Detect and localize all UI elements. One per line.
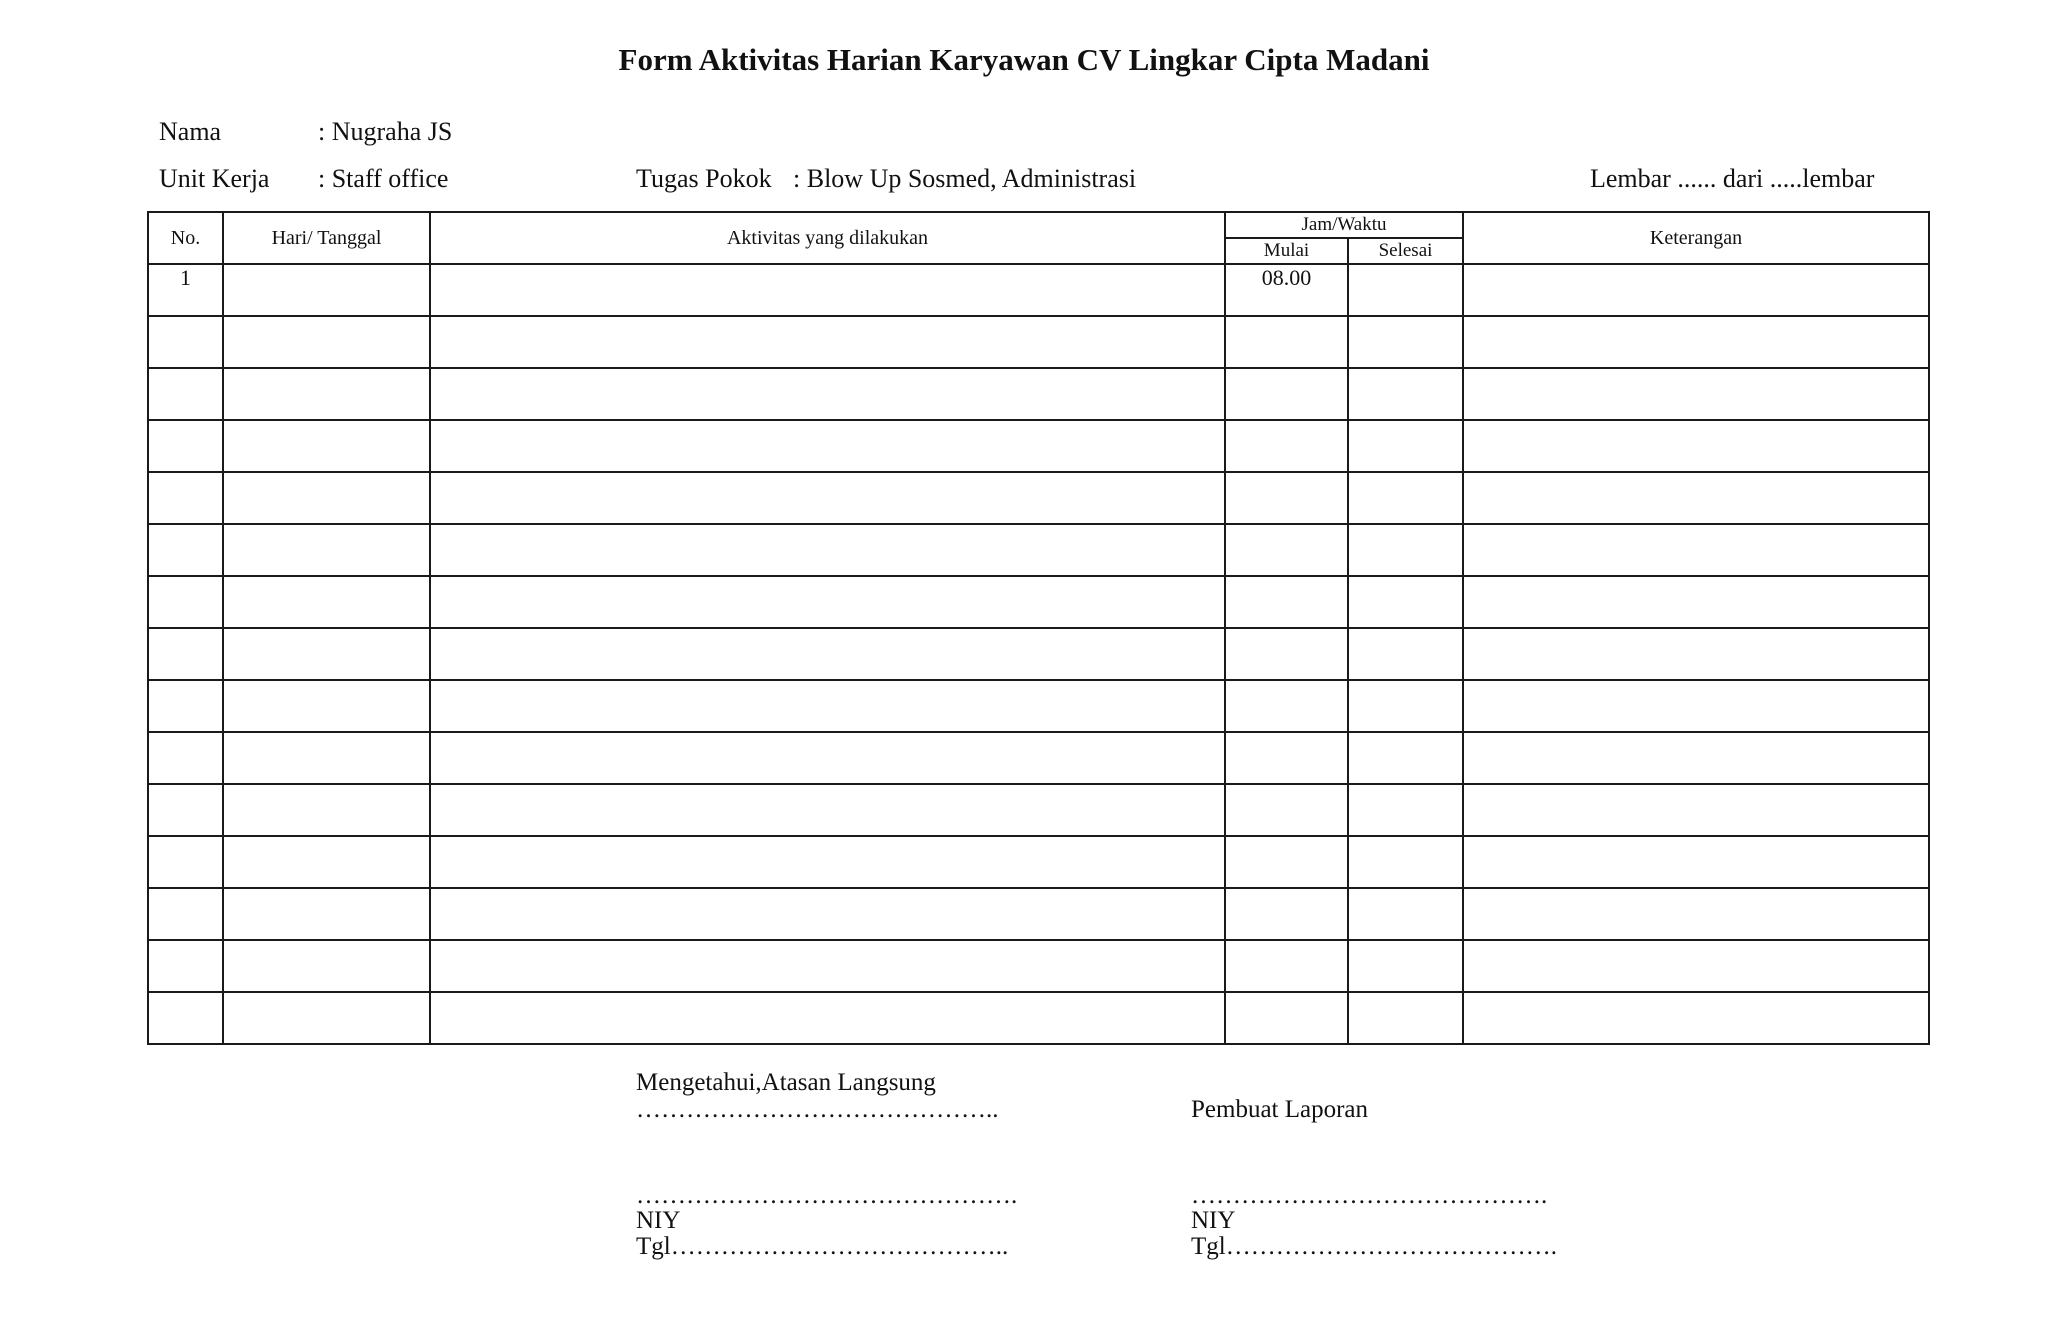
cell-mulai xyxy=(1225,836,1348,888)
cell-selesai xyxy=(1348,420,1463,472)
cell-mulai: 08.00 xyxy=(1225,264,1348,316)
nama-value: : Nugraha JS xyxy=(318,117,453,146)
cell-aktivitas xyxy=(430,732,1225,784)
sig-left-heading: Mengetahui,Atasan Langsung xyxy=(636,1069,936,1096)
table-row xyxy=(148,888,1929,940)
cell-selesai xyxy=(1348,992,1463,1044)
header-jam-waktu: Jam/Waktu xyxy=(1225,212,1463,238)
cell-mulai xyxy=(1225,368,1348,420)
cell-no xyxy=(148,316,223,368)
cell-no xyxy=(148,732,223,784)
cell-hari-tanggal xyxy=(223,888,430,940)
table-row xyxy=(148,316,1929,368)
cell-no xyxy=(148,992,223,1044)
sig-right-niy: NIY xyxy=(1191,1207,1236,1234)
cell-selesai xyxy=(1348,316,1463,368)
header-keterangan: Keterangan xyxy=(1463,212,1929,264)
cell-hari-tanggal xyxy=(223,732,430,784)
cell-aktivitas xyxy=(430,628,1225,680)
cell-selesai xyxy=(1348,680,1463,732)
cell-aktivitas xyxy=(430,420,1225,472)
cell-selesai xyxy=(1348,628,1463,680)
cell-aktivitas xyxy=(430,940,1225,992)
cell-hari-tanggal xyxy=(223,836,430,888)
cell-mulai xyxy=(1225,732,1348,784)
cell-mulai xyxy=(1225,680,1348,732)
cell-no xyxy=(148,368,223,420)
cell-mulai xyxy=(1225,992,1348,1044)
cell-selesai xyxy=(1348,732,1463,784)
cell-no xyxy=(148,784,223,836)
sig-left-niy: NIY xyxy=(636,1207,681,1234)
table-row xyxy=(148,940,1929,992)
cell-keterangan xyxy=(1463,420,1929,472)
cell-aktivitas xyxy=(430,576,1225,628)
table-header xyxy=(148,212,1929,264)
cell-mulai xyxy=(1225,628,1348,680)
cell-keterangan xyxy=(1463,524,1929,576)
sig-right-tgl: Tgl…………………………………. xyxy=(1191,1233,1557,1260)
table-row xyxy=(148,732,1929,784)
header-selesai: Selesai xyxy=(1348,238,1463,264)
nama-label: Nama xyxy=(159,117,222,146)
cell-aktivitas xyxy=(430,264,1225,316)
cell-mulai xyxy=(1225,576,1348,628)
cell-no xyxy=(148,628,223,680)
cell-keterangan xyxy=(1463,992,1929,1044)
cell-mulai xyxy=(1225,524,1348,576)
cell-no xyxy=(148,420,223,472)
cell-selesai xyxy=(1348,264,1463,316)
cell-selesai xyxy=(1348,576,1463,628)
cell-no xyxy=(148,888,223,940)
header-mulai: Mulai xyxy=(1225,238,1348,264)
cell-hari-tanggal xyxy=(223,628,430,680)
header-aktivitas: Aktivitas yang dilakukan xyxy=(430,212,1225,264)
cell-hari-tanggal xyxy=(223,992,430,1044)
cell-keterangan xyxy=(1463,888,1929,940)
cell-aktivitas xyxy=(430,524,1225,576)
header-no: No. xyxy=(148,212,223,264)
cell-mulai xyxy=(1225,316,1348,368)
cell-hari-tanggal xyxy=(223,368,430,420)
cell-selesai xyxy=(1348,368,1463,420)
cell-no xyxy=(148,576,223,628)
activity-table xyxy=(147,211,1930,1045)
cell-no xyxy=(148,472,223,524)
cell-aktivitas xyxy=(430,992,1225,1044)
cell-keterangan xyxy=(1463,628,1929,680)
table-row xyxy=(148,836,1929,888)
tugas-pokok-label: Tugas Pokok xyxy=(636,164,772,193)
sig-left-name-line: ………………………………………. xyxy=(636,1182,1018,1209)
cell-hari-tanggal xyxy=(223,264,430,316)
cell-hari-tanggal xyxy=(223,680,430,732)
cell-aktivitas xyxy=(430,888,1225,940)
table-body xyxy=(148,264,1929,1044)
table-row xyxy=(148,264,1929,316)
cell-keterangan xyxy=(1463,836,1929,888)
sig-left-dots-top: …………………………………….. xyxy=(636,1096,999,1123)
cell-keterangan xyxy=(1463,576,1929,628)
cell-aktivitas xyxy=(430,316,1225,368)
cell-aktivitas xyxy=(430,680,1225,732)
cell-keterangan xyxy=(1463,472,1929,524)
cell-aktivitas xyxy=(430,368,1225,420)
cell-hari-tanggal xyxy=(223,316,430,368)
cell-hari-tanggal xyxy=(223,940,430,992)
cell-mulai xyxy=(1225,784,1348,836)
cell-keterangan xyxy=(1463,732,1929,784)
cell-hari-tanggal xyxy=(223,420,430,472)
cell-mulai xyxy=(1225,420,1348,472)
table-row xyxy=(148,680,1929,732)
sig-right-heading: Pembuat Laporan xyxy=(1191,1096,1369,1123)
cell-selesai xyxy=(1348,472,1463,524)
table-row xyxy=(148,576,1929,628)
unit-kerja-label: Unit Kerja xyxy=(159,164,270,193)
cell-keterangan xyxy=(1463,368,1929,420)
lembar-page-count: Lembar ...... dari .....lembar xyxy=(1590,164,1875,193)
cell-no xyxy=(148,524,223,576)
cell-keterangan xyxy=(1463,940,1929,992)
cell-keterangan xyxy=(1463,784,1929,836)
unit-kerja-value: : Staff office xyxy=(318,164,449,193)
cell-no: 1 xyxy=(148,264,223,316)
sig-right-name-line: ……………………………………. xyxy=(1191,1182,1548,1209)
cell-keterangan xyxy=(1463,264,1929,316)
table-row xyxy=(148,420,1929,472)
cell-hari-tanggal xyxy=(223,784,430,836)
form-title: Form Aktivitas Harian Karyawan CV Lingkar Cipta Madani xyxy=(618,42,1430,77)
table-row xyxy=(148,524,1929,576)
cell-mulai xyxy=(1225,472,1348,524)
cell-keterangan xyxy=(1463,680,1929,732)
cell-selesai xyxy=(1348,784,1463,836)
cell-no xyxy=(148,836,223,888)
table-row xyxy=(148,784,1929,836)
cell-selesai xyxy=(1348,940,1463,992)
sig-left-tgl: Tgl………………………………….. xyxy=(636,1233,1009,1260)
cell-aktivitas xyxy=(430,472,1225,524)
cell-no xyxy=(148,940,223,992)
cell-selesai xyxy=(1348,888,1463,940)
cell-selesai xyxy=(1348,524,1463,576)
table-row xyxy=(148,628,1929,680)
cell-aktivitas xyxy=(430,836,1225,888)
tugas-pokok-value: : Blow Up Sosmed, Administrasi xyxy=(793,164,1137,193)
table-row xyxy=(148,992,1929,1044)
header-hari-tanggal: Hari/ Tanggal xyxy=(223,212,430,264)
table-row xyxy=(148,368,1929,420)
cell-hari-tanggal xyxy=(223,524,430,576)
cell-mulai xyxy=(1225,888,1348,940)
cell-hari-tanggal xyxy=(223,576,430,628)
cell-keterangan xyxy=(1463,316,1929,368)
cell-mulai xyxy=(1225,940,1348,992)
cell-no xyxy=(148,680,223,732)
cell-aktivitas xyxy=(430,784,1225,836)
table-row xyxy=(148,472,1929,524)
cell-selesai xyxy=(1348,836,1463,888)
cell-hari-tanggal xyxy=(223,472,430,524)
